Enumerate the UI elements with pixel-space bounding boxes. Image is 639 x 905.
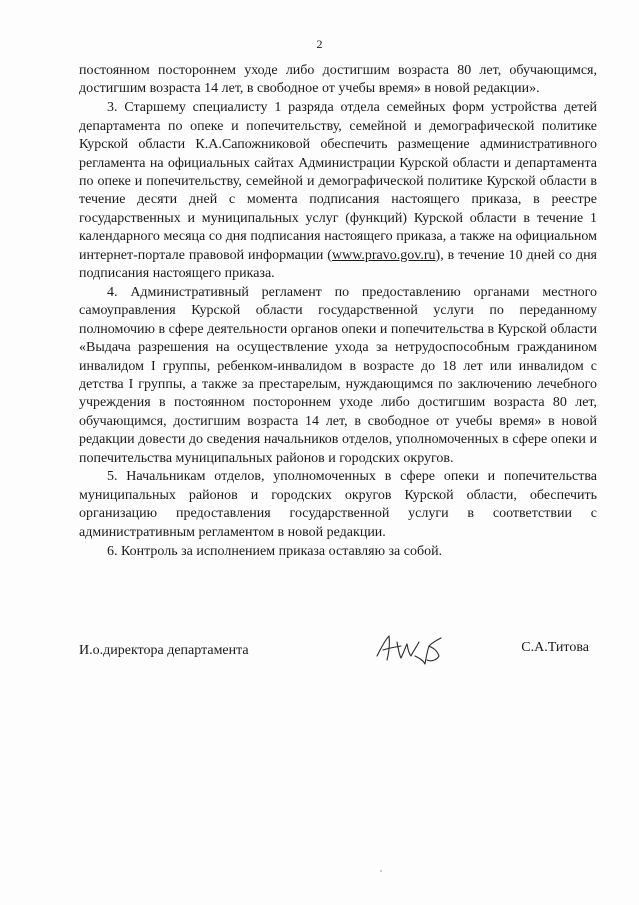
paragraph-4: 4. Административный регламент по предоставлению органами местного самоуправления Курской области государственной услуги по переданному полномочию в сфере деятельности органов опеки и попечительства в Курской области «Выдача разрешения на осуществление ухода за нетрудоспособным гражданином инвалидом I группы, ребенком-инвалидом в возрасте до 18 лет или инвалидом с детства I группы, а также за престарелым, нуждающимся по заключению лечебного учреждения в постоянном постороннем уходе либо достигшим возраста 80 лет, обучающимся, достигшим возраста 14 лет, в свободное от учебы время» в новой редакции довести до сведения начальников отделов, уполномоченных в сфере опеки и попечительства муниципальных районов и городских округов. (79, 284, 597, 466)
paragraph-continuation: постоянном постороннем уходе либо достигшим возраста 80 лет, обучающимся, достигшим возраста 14 лет, в свободное от учебы время» в новой редакции». (79, 63, 597, 97)
paragraph-5: 5. Начальникам отделов, уполномоченных в сфере опеки и попечительства муниципальных районов и городских округов Курской области, обеспечить организацию предоставления государственной услуги в соответствии с административным регламентом в новой редакции. (79, 469, 597, 540)
signature-block (79, 636, 597, 676)
paragraph-3-text: 3. Старшему специалисту 1 разряда отдела семейных форм устройства детей департамента по опеке и попечительству, семейной и демографической политике Курской области К.А.Сапожниковой обеспечить размещение административного регламента на официальных сайтах Администрации Курской области и департамента по опеке и попечительству, семейной и демографической политике Курской области в течение десяти дней с момента подписания настоящего приказа, в реестре государственных и муниципальных услуг (функций) Курской области в течение 1 календарного месяца со дня подписания настоящего приказа, а также на официальном интернет-портале правовой информации ( (79, 100, 597, 263)
paragraph-3-tail: ), в течение 10 дней со дня подписания настоящего приказа. (79, 247, 597, 281)
page-number: 2 (316, 37, 323, 51)
scan-speck (380, 870, 382, 872)
order-body (79, 62, 597, 561)
signatory-name: С.А.Титова (521, 640, 589, 655)
handwritten-signature-icon (371, 630, 451, 670)
paragraph-6: 6. Контроль за исполнением приказа оставляю за собой. (107, 543, 443, 559)
paragraph-3 (79, 99, 597, 283)
pravo-link[interactable]: www.pravo.gov.ru (331, 247, 436, 263)
signatory-position: И.о.директора департамента (79, 643, 249, 658)
